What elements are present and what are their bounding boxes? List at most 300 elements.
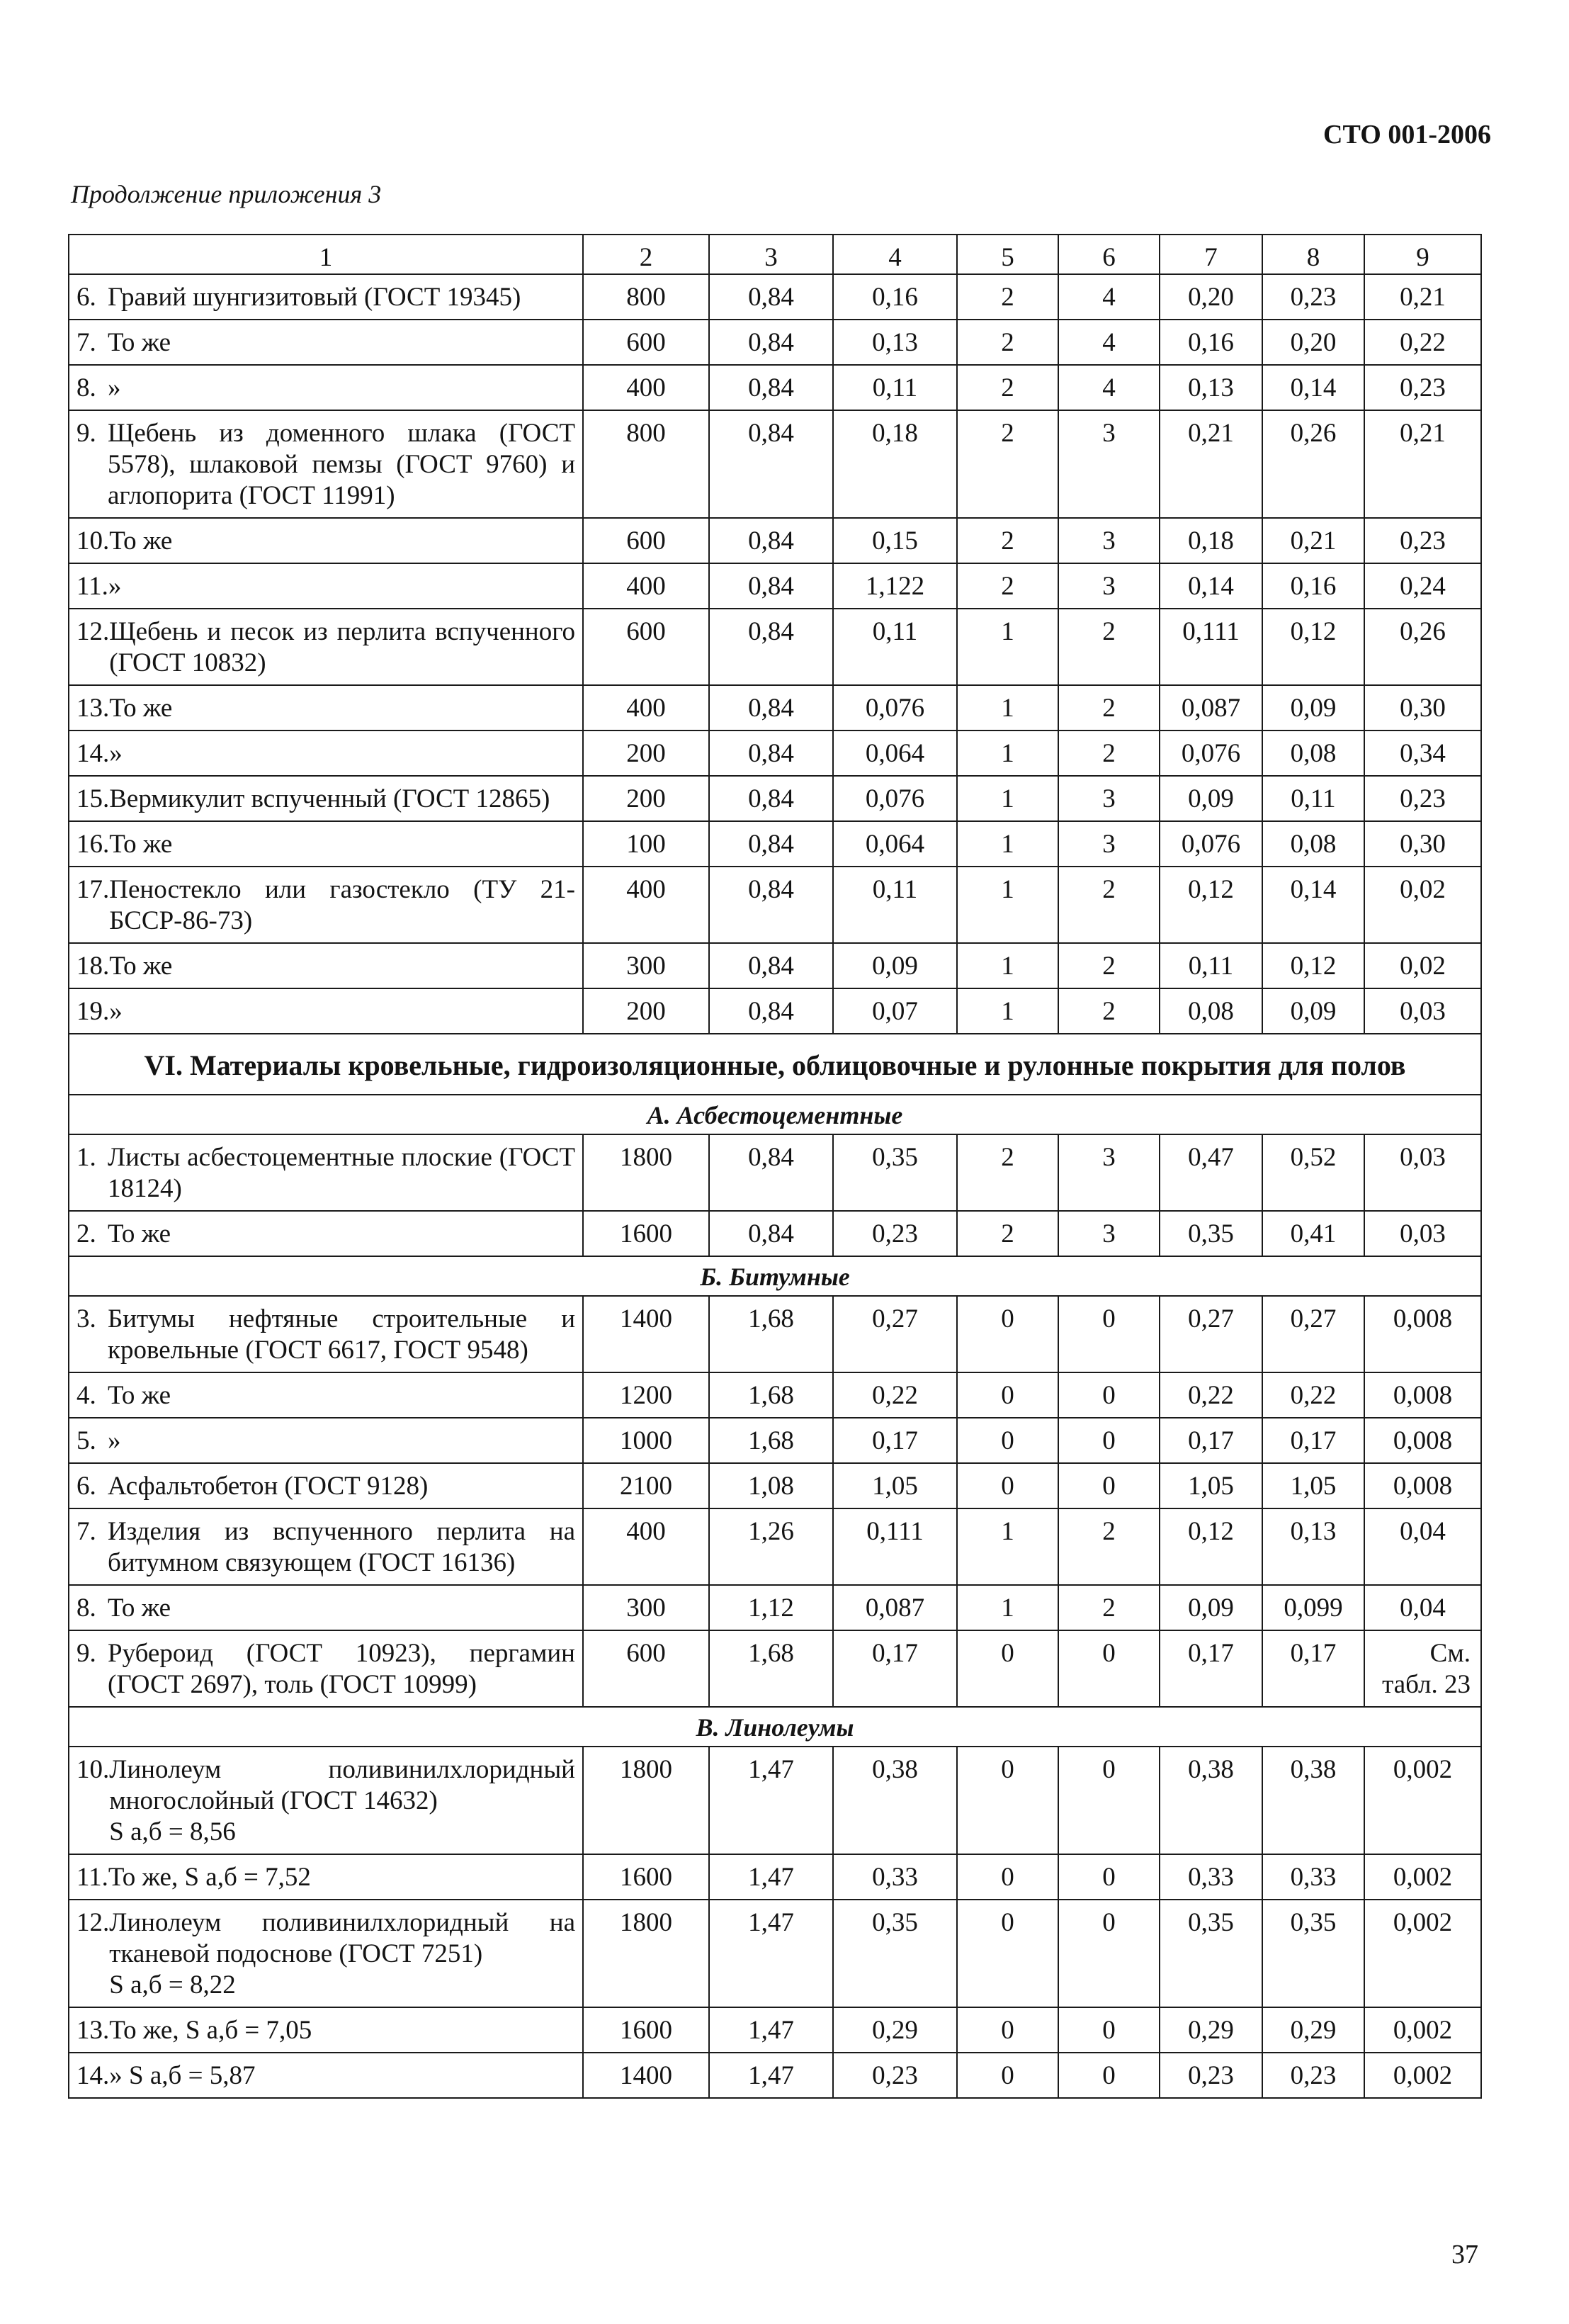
material-name: »	[109, 997, 123, 1026]
value-cell: 2	[1058, 685, 1160, 731]
column-header: 5	[957, 235, 1058, 274]
value-cell: 0,41	[1262, 1211, 1364, 1256]
material-cell	[69, 2007, 583, 2053]
value-cell: 0,087	[833, 1585, 957, 1630]
material-cell	[69, 1463, 583, 1508]
value-cell: 0,33	[1262, 1854, 1364, 1900]
value-cell: 0	[957, 1463, 1058, 1508]
value-cell: 1	[957, 943, 1058, 988]
material-cell	[69, 1508, 583, 1585]
material-cell	[69, 1630, 583, 1707]
table-row	[69, 518, 1481, 563]
value-cell: 1	[957, 731, 1058, 776]
value-cell: 3	[1058, 1211, 1160, 1256]
table-row	[69, 1418, 1481, 1463]
material-name: Листы асбестоцементные плоские (ГОСТ 18124)	[108, 1143, 575, 1203]
value-cell: 0,17	[1160, 1418, 1262, 1463]
value-cell: 0,23	[1262, 274, 1364, 320]
value-cell: 0,14	[1262, 365, 1364, 410]
value-cell: 0,27	[1262, 1296, 1364, 1372]
material-cell	[69, 1854, 583, 1900]
value-cell: 400	[583, 685, 709, 731]
row-number: 6.	[77, 283, 96, 312]
value-cell: 1200	[583, 1372, 709, 1418]
table-row	[69, 2007, 1481, 2053]
value-cell: 200	[583, 731, 709, 776]
value-cell: 0,84	[709, 821, 833, 867]
column-header: 3	[709, 235, 833, 274]
value-cell: 0,02	[1364, 867, 1481, 943]
value-cell: 0,002	[1364, 1747, 1481, 1854]
value-cell: 0,14	[1262, 867, 1364, 943]
material-name: То же	[109, 830, 173, 859]
material-name: Щебень и песок из перлита вспученного (ГОСТ 10832)	[109, 617, 575, 677]
value-cell: 1	[957, 1508, 1058, 1585]
material-cell	[69, 563, 583, 609]
value-cell: 0,087	[1160, 685, 1262, 731]
value-cell: 0,21	[1364, 274, 1481, 320]
value-cell: 400	[583, 867, 709, 943]
row-number: 12.	[77, 1908, 110, 1937]
table-row	[69, 2053, 1481, 2098]
value-cell: 0	[957, 1296, 1058, 1372]
table-row	[69, 943, 1481, 988]
value-cell: 0,23	[1364, 518, 1481, 563]
value-cell: 0,12	[1262, 609, 1364, 685]
row-number: 11.	[77, 572, 108, 601]
value-cell: 300	[583, 1585, 709, 1630]
header-row	[69, 235, 1481, 274]
row-number: 10.	[77, 526, 110, 555]
value-cell: 0,04	[1364, 1508, 1481, 1585]
row-number: 19.	[77, 997, 110, 1026]
value-cell: 0,09	[1160, 776, 1262, 821]
material-name: »	[108, 373, 121, 402]
value-cell: 0,12	[1160, 1508, 1262, 1585]
value-cell: 0,30	[1364, 821, 1481, 867]
value-cell: 200	[583, 776, 709, 821]
table-row	[69, 867, 1481, 943]
value-cell: 400	[583, 365, 709, 410]
material-cell	[69, 988, 583, 1034]
table-row	[69, 1585, 1481, 1630]
value-cell: 0,13	[1262, 1508, 1364, 1585]
material-cell	[69, 1296, 583, 1372]
value-cell: 1800	[583, 1900, 709, 2007]
row-number: 14.	[77, 739, 110, 768]
row-number: 17.	[77, 875, 110, 904]
material-name: Асфальтобетон (ГОСТ 9128)	[108, 1472, 429, 1501]
value-cell: 0,002	[1364, 1900, 1481, 2007]
value-cell: 1	[957, 685, 1058, 731]
value-cell: 0,24	[1364, 563, 1481, 609]
table-row	[69, 1630, 1481, 1707]
row-number: 11.	[77, 1863, 108, 1892]
value-cell: 2	[957, 1134, 1058, 1211]
value-cell: 0,23	[1364, 365, 1481, 410]
material-name: То же	[109, 526, 173, 555]
column-header: 1	[69, 235, 583, 274]
table-row	[69, 320, 1481, 365]
material-cell	[69, 776, 583, 821]
value-cell: 0,08	[1262, 731, 1364, 776]
material-cell	[69, 943, 583, 988]
value-cell: 1800	[583, 1134, 709, 1211]
table-row	[69, 1747, 1481, 1854]
row-number: 13.	[77, 694, 110, 723]
material-cell	[69, 320, 583, 365]
value-cell: 0,16	[833, 274, 957, 320]
value-cell: 0,13	[1160, 365, 1262, 410]
material-name: Щебень из доменного шлака (ГОСТ 5578), шлаковой пемзы (ГОСТ 9760) и аглопорита (ГОСТ 11991)	[108, 419, 575, 510]
row-number: 3.	[77, 1304, 96, 1333]
value-cell: 0,29	[1160, 2007, 1262, 2053]
value-cell: 0	[1058, 1418, 1160, 1463]
row-number: 7.	[77, 1517, 96, 1546]
value-cell: 0,15	[833, 518, 957, 563]
value-cell: 0,18	[1160, 518, 1262, 563]
row-number: 16.	[77, 830, 110, 859]
value-cell: 0,11	[833, 867, 957, 943]
value-cell: 1400	[583, 1296, 709, 1372]
value-cell: 0	[957, 2007, 1058, 2053]
row-number: 8.	[77, 373, 96, 402]
value-cell: 1,68	[709, 1630, 833, 1707]
value-cell: 0,076	[833, 776, 957, 821]
value-cell: 300	[583, 943, 709, 988]
column-header: 4	[833, 235, 957, 274]
value-cell: 0,008	[1364, 1463, 1481, 1508]
subsection-row	[69, 1095, 1481, 1134]
value-cell: 1,26	[709, 1508, 833, 1585]
value-cell: 0,84	[709, 731, 833, 776]
value-cell: 0,21	[1364, 410, 1481, 518]
subsection-heading: Б. Битумные	[69, 1256, 1481, 1296]
material-name: То же, S а,б = 7,05	[109, 2016, 312, 2045]
value-cell: 0	[1058, 2007, 1160, 2053]
value-cell: 0,09	[1262, 685, 1364, 731]
value-cell: 0,076	[833, 685, 957, 731]
row-number: 9.	[77, 1639, 96, 1668]
value-cell: 1,68	[709, 1418, 833, 1463]
value-cell: 0,84	[709, 988, 833, 1034]
value-cell: 0,33	[833, 1854, 957, 1900]
value-cell: 4	[1058, 365, 1160, 410]
value-cell: 0,09	[833, 943, 957, 988]
row-number: 2.	[77, 1219, 96, 1248]
value-cell: 0,29	[1262, 2007, 1364, 2053]
value-cell: 1	[957, 609, 1058, 685]
value-cell: 3	[1058, 1134, 1160, 1211]
row-number: 13.	[77, 2016, 110, 2045]
material-cell	[69, 518, 583, 563]
material-name: То же	[108, 1381, 171, 1410]
value-cell: 0,002	[1364, 2007, 1481, 2053]
material-name: »	[109, 739, 123, 768]
material-cell	[69, 1372, 583, 1418]
value-cell: 0,07	[833, 988, 957, 1034]
material-name: Вермикулит вспученный (ГОСТ 12865)	[109, 784, 550, 813]
value-cell: 0	[1058, 1372, 1160, 1418]
value-cell: 100	[583, 821, 709, 867]
value-cell: 3	[1058, 518, 1160, 563]
value-cell: 0	[1058, 1463, 1160, 1508]
material-cell	[69, 274, 583, 320]
value-cell: 1600	[583, 2007, 709, 2053]
value-cell: 0,099	[1262, 1585, 1364, 1630]
value-cell: 0,84	[709, 1211, 833, 1256]
material-cell	[69, 365, 583, 410]
value-cell: 3	[1058, 776, 1160, 821]
value-cell: См. табл. 23	[1364, 1630, 1481, 1707]
table-row	[69, 988, 1481, 1034]
material-name: То же	[109, 694, 173, 723]
value-cell: 0,26	[1262, 410, 1364, 518]
value-cell: 1800	[583, 1747, 709, 1854]
value-cell: 0,20	[1160, 274, 1262, 320]
value-cell: 1,08	[709, 1463, 833, 1508]
table-row	[69, 410, 1481, 518]
value-cell: 600	[583, 609, 709, 685]
value-cell: 0,84	[709, 563, 833, 609]
value-cell: 0,38	[833, 1747, 957, 1854]
value-cell: 0,111	[1160, 609, 1262, 685]
value-cell: 4	[1058, 320, 1160, 365]
value-cell: 1	[957, 988, 1058, 1034]
value-cell: 0,064	[833, 821, 957, 867]
material-name: Рубероид (ГОСТ 10923), пергамин (ГОСТ 2697), толь (ГОСТ 10999)	[108, 1639, 575, 1699]
value-cell: 400	[583, 563, 709, 609]
value-cell: 3	[1058, 563, 1160, 609]
value-cell: 1,12	[709, 1585, 833, 1630]
value-cell: 0,23	[833, 2053, 957, 2098]
value-cell: 0,35	[833, 1900, 957, 2007]
material-cell	[69, 410, 583, 518]
value-cell: 0,47	[1160, 1134, 1262, 1211]
column-header: 2	[583, 235, 709, 274]
value-cell: 1600	[583, 1211, 709, 1256]
row-number: 14.	[77, 2061, 110, 2090]
material-name: »	[108, 572, 122, 601]
material-cell	[69, 609, 583, 685]
value-cell: 2	[1058, 1508, 1160, 1585]
value-cell: 0,002	[1364, 1854, 1481, 1900]
material-name: Изделия из вспученного перлита на битумном связующем (ГОСТ 16136)	[108, 1517, 575, 1577]
value-cell: 0,84	[709, 1134, 833, 1211]
value-cell: 0,22	[1364, 320, 1481, 365]
column-header: 7	[1160, 235, 1262, 274]
value-cell: 1,47	[709, 2053, 833, 2098]
value-cell: 0,16	[1262, 563, 1364, 609]
value-cell: 200	[583, 988, 709, 1034]
value-cell: 800	[583, 410, 709, 518]
value-cell: 0,11	[833, 609, 957, 685]
value-cell: 0,27	[1160, 1296, 1262, 1372]
value-cell: 0,13	[833, 320, 957, 365]
material-name: То же	[109, 952, 173, 981]
value-cell: 0,21	[1160, 410, 1262, 518]
subsection-heading: В. Линолеумы	[69, 1707, 1481, 1747]
value-cell: 1,47	[709, 1747, 833, 1854]
value-cell: 0,04	[1364, 1585, 1481, 1630]
value-cell: 0	[1058, 1296, 1160, 1372]
value-cell: 0,12	[1160, 867, 1262, 943]
value-cell: 0,84	[709, 410, 833, 518]
column-header: 6	[1058, 235, 1160, 274]
table-row	[69, 685, 1481, 731]
value-cell: 0,84	[709, 609, 833, 685]
table-row	[69, 1211, 1481, 1256]
value-cell: 0,111	[833, 1508, 957, 1585]
value-cell: 0,38	[1160, 1747, 1262, 1854]
material-name: То же, S а,б = 7,52	[108, 1863, 311, 1892]
value-cell: 0,17	[833, 1630, 957, 1707]
value-cell: 0,08	[1262, 821, 1364, 867]
material-name: То же	[108, 328, 171, 357]
row-number: 18.	[77, 952, 110, 981]
value-cell: 0,11	[1262, 776, 1364, 821]
value-cell: 0,23	[833, 1211, 957, 1256]
value-cell: 1,47	[709, 1854, 833, 1900]
value-cell: 800	[583, 274, 709, 320]
material-cell	[69, 1418, 583, 1463]
value-cell: 0,84	[709, 320, 833, 365]
value-cell: 0	[957, 1900, 1058, 2007]
value-cell: 2	[957, 274, 1058, 320]
value-cell: 0	[957, 1418, 1058, 1463]
value-cell: 0,84	[709, 943, 833, 988]
value-cell: 0	[1058, 1900, 1160, 2007]
material-name: Битумы нефтяные строительные и кровельные (ГОСТ 6617, ГОСТ 9548)	[108, 1304, 575, 1365]
value-cell: 0,008	[1364, 1418, 1481, 1463]
value-cell: 1	[957, 776, 1058, 821]
table-row	[69, 1900, 1481, 2007]
material-name: Линолеум поливинилхлоридный многослойный (ГОСТ 14632) S а,б = 8,56	[109, 1755, 575, 1846]
value-cell: 0,12	[1262, 943, 1364, 988]
value-cell: 0,18	[833, 410, 957, 518]
table-row	[69, 1463, 1481, 1508]
row-number: 15.	[77, 784, 110, 813]
value-cell: 600	[583, 518, 709, 563]
value-cell: 2	[1058, 943, 1160, 988]
value-cell: 0,84	[709, 867, 833, 943]
value-cell: 1,47	[709, 2007, 833, 2053]
value-cell: 0,008	[1364, 1372, 1481, 1418]
value-cell: 0,076	[1160, 731, 1262, 776]
value-cell: 0,08	[1160, 988, 1262, 1034]
material-cell	[69, 731, 583, 776]
value-cell: 4	[1058, 274, 1160, 320]
value-cell: 400	[583, 1508, 709, 1585]
value-cell: 0,33	[1160, 1854, 1262, 1900]
table-row	[69, 365, 1481, 410]
value-cell: 0,11	[833, 365, 957, 410]
value-cell: 3	[1058, 821, 1160, 867]
row-number: 5.	[77, 1426, 96, 1455]
material-cell	[69, 1900, 583, 2007]
value-cell: 0,03	[1364, 1134, 1481, 1211]
value-cell: 1,68	[709, 1372, 833, 1418]
row-number: 4.	[77, 1381, 96, 1410]
value-cell: 2	[1058, 867, 1160, 943]
row-number: 8.	[77, 1593, 96, 1623]
table-row	[69, 563, 1481, 609]
value-cell: 2	[1058, 609, 1160, 685]
table-row	[69, 776, 1481, 821]
value-cell: 3	[1058, 410, 1160, 518]
material-cell	[69, 1747, 583, 1854]
value-cell: 1,05	[1262, 1463, 1364, 1508]
material-cell	[69, 685, 583, 731]
value-cell: 2	[957, 365, 1058, 410]
value-cell: 0,17	[833, 1418, 957, 1463]
value-cell: 0,002	[1364, 2053, 1481, 2098]
value-cell: 0,22	[1262, 1372, 1364, 1418]
value-cell: 0	[1058, 2053, 1160, 2098]
value-cell: 0,23	[1364, 776, 1481, 821]
table-row	[69, 1296, 1481, 1372]
value-cell: 0	[957, 1630, 1058, 1707]
page-number: 37	[1451, 2240, 1478, 2269]
value-cell: 0,38	[1262, 1747, 1364, 1854]
value-cell: 1	[957, 821, 1058, 867]
value-cell: 0,09	[1160, 1585, 1262, 1630]
value-cell: 0,02	[1364, 943, 1481, 988]
material-name: Гравий шунгизитовый (ГОСТ 19345)	[108, 283, 521, 312]
material-cell	[69, 2053, 583, 2098]
table-body	[69, 235, 1481, 2098]
value-cell: 2	[957, 410, 1058, 518]
value-cell: 0,22	[833, 1372, 957, 1418]
material-cell	[69, 821, 583, 867]
value-cell: 0,84	[709, 776, 833, 821]
value-cell: 0,30	[1364, 685, 1481, 731]
value-cell: 0,26	[1364, 609, 1481, 685]
row-number: 7.	[77, 328, 96, 357]
value-cell: 0,35	[833, 1134, 957, 1211]
value-cell: 0,27	[833, 1296, 957, 1372]
value-cell: 2	[957, 1211, 1058, 1256]
material-name: »	[108, 1426, 121, 1455]
value-cell: 2	[1058, 731, 1160, 776]
table-row	[69, 821, 1481, 867]
value-cell: 1,122	[833, 563, 957, 609]
material-cell	[69, 1585, 583, 1630]
table-row	[69, 274, 1481, 320]
value-cell: 0,23	[1262, 2053, 1364, 2098]
value-cell: 0	[957, 1747, 1058, 1854]
table-row	[69, 1854, 1481, 1900]
value-cell: 0	[957, 2053, 1058, 2098]
material-name: Пеностекло или газостекло (ТУ 21-БССР-86-73)	[109, 875, 575, 935]
value-cell: 2	[1058, 1585, 1160, 1630]
value-cell: 0,84	[709, 518, 833, 563]
value-cell: 0,35	[1160, 1211, 1262, 1256]
value-cell: 0,84	[709, 685, 833, 731]
value-cell: 1000	[583, 1418, 709, 1463]
subsection-row	[69, 1256, 1481, 1296]
value-cell: 0,17	[1262, 1418, 1364, 1463]
value-cell: 0,14	[1160, 563, 1262, 609]
table-row	[69, 1372, 1481, 1418]
value-cell: 2	[1058, 988, 1160, 1034]
value-cell: 0,23	[1160, 2053, 1262, 2098]
column-header: 8	[1262, 235, 1364, 274]
value-cell: 600	[583, 320, 709, 365]
subsection-row	[69, 1707, 1481, 1747]
value-cell: 2	[957, 320, 1058, 365]
material-cell	[69, 1211, 583, 1256]
